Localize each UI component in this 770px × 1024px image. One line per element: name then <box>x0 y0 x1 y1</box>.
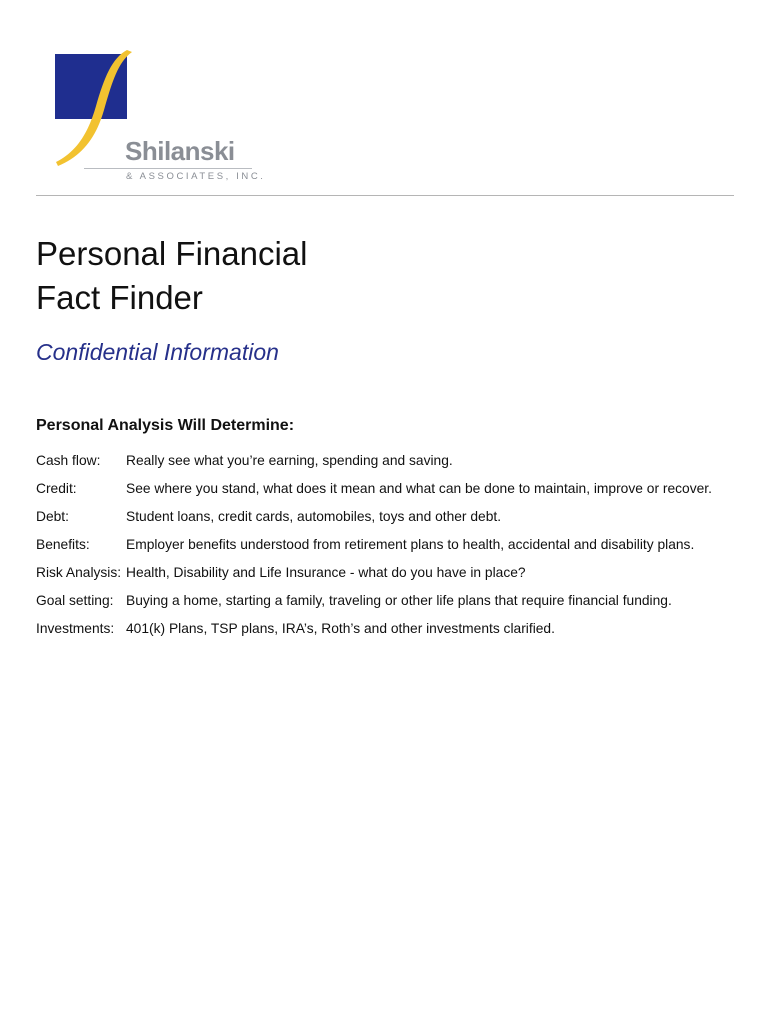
analysis-description: Employer benefits understood from retirement plans to health, accidental and disability plans. <box>126 537 695 552</box>
analysis-list <box>36 451 736 647</box>
analysis-label: Investments: <box>36 621 115 636</box>
analysis-label: Cash flow: <box>36 453 101 468</box>
analysis-item-goal-setting <box>36 591 736 619</box>
analysis-item-investments <box>36 619 736 647</box>
analysis-description: Student loans, credit cards, automobiles, toys and other debt. <box>126 509 502 524</box>
analysis-item-credit <box>36 479 736 507</box>
document-subtitle: Confidential Information <box>36 339 279 365</box>
analysis-label: Debt: <box>36 509 69 524</box>
title-line-1: Personal Financial <box>36 235 308 272</box>
section-heading: Personal Analysis Will Determine: <box>36 417 295 434</box>
analysis-label: Goal setting: <box>36 593 114 608</box>
analysis-description: Health, Disability and Life Insurance - what do you have in place? <box>126 565 526 580</box>
analysis-item-cash-flow <box>36 451 736 479</box>
analysis-description: 401(k) Plans, TSP plans, IRA’s, Roth’s and other investments clarified. <box>126 621 555 636</box>
logo-rule <box>84 168 252 169</box>
analysis-description: Buying a home, starting a family, traveling or other life plans that require financial funding. <box>126 593 672 608</box>
analysis-label: Risk Analysis: <box>36 565 122 580</box>
analysis-item-debt <box>36 507 736 535</box>
title-line-2: Fact Finder <box>36 279 203 316</box>
analysis-label: Benefits: <box>36 537 90 552</box>
analysis-label: Credit: <box>36 481 77 496</box>
document-title <box>36 232 307 320</box>
analysis-description: Really see what you’re earning, spending and saving. <box>126 453 453 468</box>
company-logo <box>52 48 266 188</box>
logo-subtitle: & ASSOCIATES, INC. <box>126 171 266 182</box>
analysis-description: See where you stand, what does it mean and what can be done to maintain, improve or recover. <box>126 481 712 496</box>
analysis-item-risk-analysis <box>36 563 736 591</box>
logo-name: Shilanski <box>125 136 235 166</box>
analysis-item-benefits <box>36 535 736 563</box>
header-divider <box>36 195 734 196</box>
